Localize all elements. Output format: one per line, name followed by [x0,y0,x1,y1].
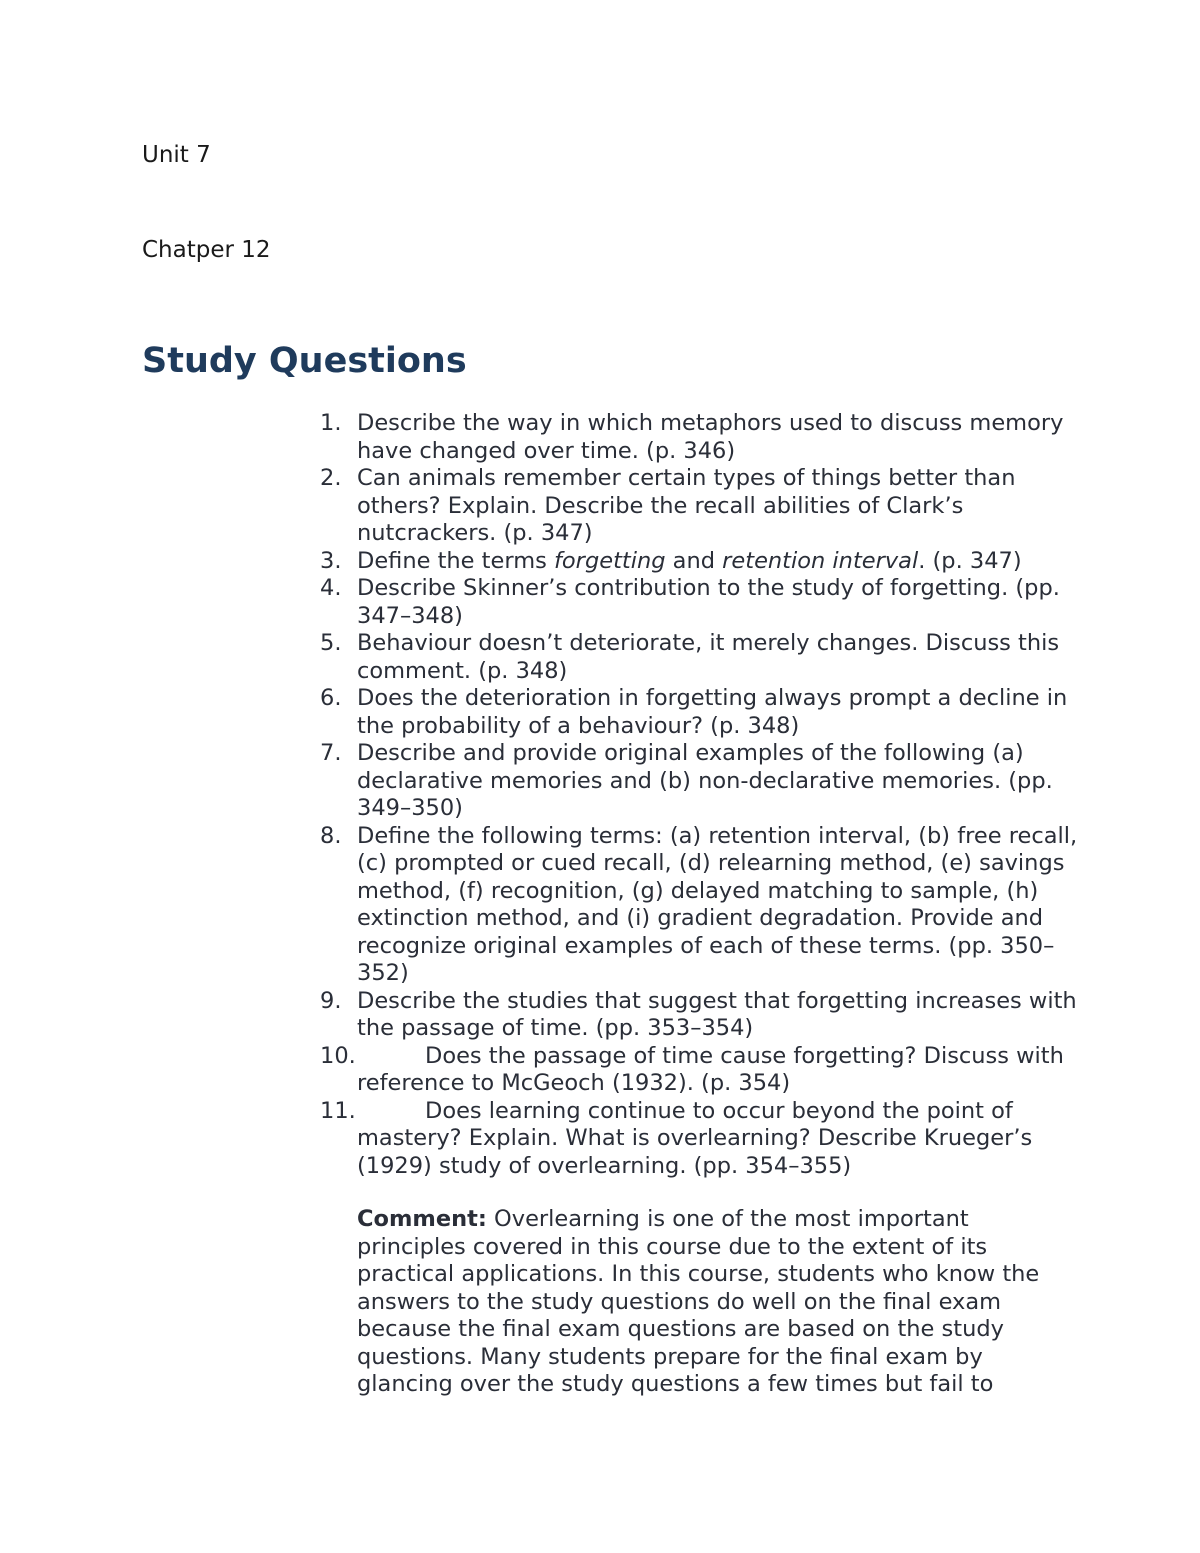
item-number: 8. [320,822,342,849]
item-text: Describe the studies that suggest that forgetting increases with the passage of time. (pp. 353–354) [357,987,1077,1041]
list-item [320,740,1080,823]
item-number: 7. [320,740,342,766]
list-item [320,548,1080,576]
item-number: 4. [320,575,342,601]
list-item [320,410,1080,465]
term-retention-interval: retention interval [722,547,919,574]
unit-label: Unit 7 [142,142,211,168]
item-number: 1. [320,410,342,436]
item-number: 5. [320,630,342,656]
item-number: 11. [320,1097,356,1124]
item-text: Does the deterioration in forgetting always prompt a decline in the probability of a behaviour? (p. 348) [357,685,1068,739]
item-text-post: . (p. 347) [918,547,1022,574]
item-text: Behaviour doesn’t deteriorate, it merely changes. Discuss this comment. (p. 348) [357,630,1060,684]
list-item [320,1098,1080,1181]
comment-text: Overlearning is one of the most important principles covered in this course due to the extent of its practical applications. In this course, students who know the answers to the study questions do well on the final exam because the final exam questions are based on the study questions. Many students prepare for the final exam by glancing over the study questions a few times but fail to [357,1206,1040,1397]
list-item [320,988,1080,1043]
item-text: Describe the way in which metaphors used to discuss memory have changed over time. (p. 346) [357,410,1064,464]
comment-label: Comment: [357,1206,487,1232]
list-item [320,465,1080,548]
chapter-label: Chatper 12 [142,237,271,263]
item-number: 2. [320,465,342,491]
item-number: 10. [320,1042,356,1069]
item-text: Define the following terms: (a) retention interval, (b) free recall, (c) prompted or cued recall, (d) relearning method, (e) savings method, (f) recognition, (g) delayed matching to sample, (h) extinction method, and (i) gradient degradation. Provide and recognize original examples of each of these terms. (pp. 350–352) [357,822,1078,986]
item-text: Describe and provide original examples of the following (a) declarative memories and (b) non-declarative memories. (pp. 349–350) [357,740,1053,821]
item-text: Describe Skinner’s contribution to the study of forgetting. (pp. 347–348) [357,575,1060,629]
list-item [320,630,1080,685]
page-title: Study Questions [142,341,467,381]
item-number: 3. [320,547,342,574]
study-questions-list [320,410,1080,1180]
item-text-mid: and [665,547,723,574]
item-text: Can animals remember certain types of things better than others? Explain. Describe the recall abilities of Clark’s nutcrackers. (p. 347) [357,465,1016,546]
list-item [320,685,1080,740]
list-item [320,575,1080,630]
item-number: 9. [320,987,342,1014]
item-text: Does learning continue to occur beyond the point of mastery? Explain. What is overlearning? Describe Krueger’s (1929) study of overlearning. (pp. 354–355) [357,1097,1033,1179]
list-item [320,823,1080,988]
item-number: 6. [320,685,342,711]
term-forgetting: forgetting [554,547,666,574]
item-text-pre: Define the terms [357,547,554,574]
item-text: Does the passage of time cause forgetting? Discuss with reference to McGeoch (1932). (p. 354) [357,1042,1064,1096]
list-item [320,1043,1080,1098]
comment-paragraph [357,1206,1077,1399]
